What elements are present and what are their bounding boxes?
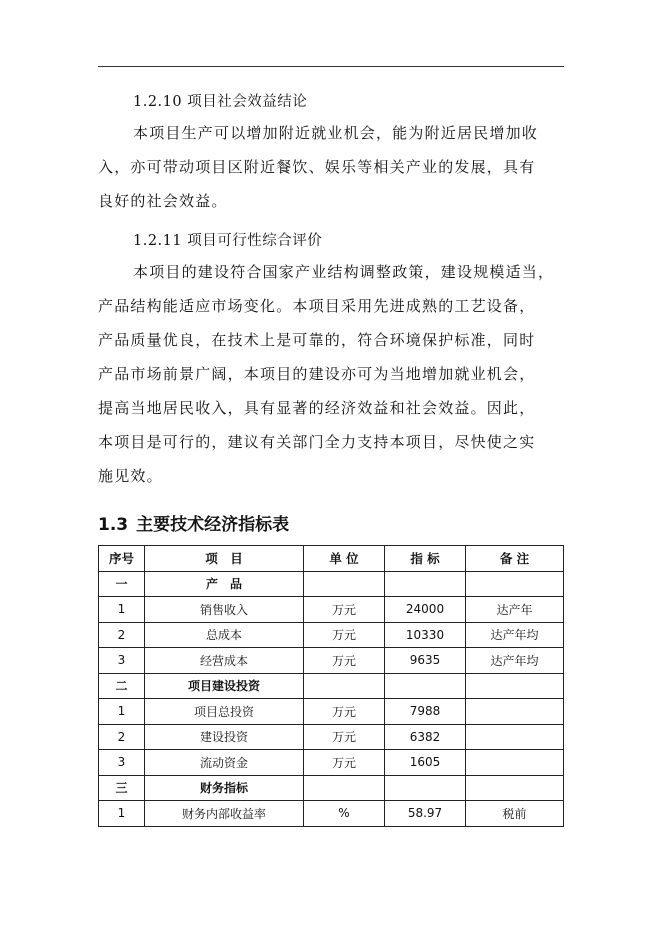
cell-unit	[304, 775, 385, 801]
paragraph-social-benefit	[98, 116, 568, 218]
cell-remark	[466, 571, 564, 597]
cell-remark: 税前	[466, 801, 564, 827]
header-rule	[98, 66, 564, 67]
table-row	[99, 750, 564, 776]
cell-index: 1	[99, 699, 145, 725]
cell-index: 1	[99, 801, 145, 827]
cell-item: 财务内部收益率	[145, 801, 304, 827]
table-row	[99, 622, 564, 648]
cell-item: 总成本	[145, 622, 304, 648]
cell-value	[385, 775, 466, 801]
table-row	[99, 724, 564, 750]
economic-indicator-table	[98, 545, 564, 827]
cell-index: 3	[99, 648, 145, 674]
paragraph-line: 良好的社会效益。	[98, 192, 228, 210]
cell-index: 二	[99, 673, 145, 699]
cell-unit: 万元	[304, 699, 385, 725]
table-section-title	[98, 510, 289, 535]
table-header-row	[99, 546, 564, 572]
paragraph-line: 产品市场前景广阔，本项目的建设亦可为当地增加就业机会，	[98, 365, 536, 383]
paragraph-line: 入，亦可带动项目区附近餐饮、娱乐等相关产业的发展，具有	[98, 158, 536, 176]
cell-item: 项目建设投资	[145, 673, 304, 699]
header-index: 序号	[99, 546, 145, 572]
cell-value: 7988	[385, 699, 466, 725]
section-title: 主要技术经济指标表	[136, 515, 290, 535]
header-value: 指 标	[385, 546, 466, 572]
cell-value	[385, 571, 466, 597]
cell-unit: 万元	[304, 648, 385, 674]
paragraph-line: 本项目生产可以增加附近就业机会，能为附近居民增加收	[133, 124, 539, 142]
table-row	[99, 775, 564, 801]
cell-unit: 万元	[304, 622, 385, 648]
cell-item: 产 品	[145, 571, 304, 597]
cell-index: 2	[99, 724, 145, 750]
cell-unit	[304, 673, 385, 699]
cell-remark	[466, 775, 564, 801]
header-unit: 单 位	[304, 546, 385, 572]
table-row	[99, 648, 564, 674]
cell-item: 建设投资	[145, 724, 304, 750]
cell-item: 经营成本	[145, 648, 304, 674]
table-row	[99, 597, 564, 623]
cell-unit: 万元	[304, 597, 385, 623]
paragraph-feasibility	[98, 255, 568, 493]
table-row	[99, 571, 564, 597]
section-heading-1-2-11: 1.2.11 项目可行性综合评价	[133, 233, 323, 249]
cell-index: 一	[99, 571, 145, 597]
table-row	[99, 699, 564, 725]
cell-index: 三	[99, 775, 145, 801]
paragraph-line: 产品结构能适应市场变化。本项目采用先进成熟的工艺设备，	[98, 297, 536, 315]
cell-index: 3	[99, 750, 145, 776]
cell-remark	[466, 750, 564, 776]
cell-value: 1605	[385, 750, 466, 776]
cell-value: 9635	[385, 648, 466, 674]
cell-value: 58.97	[385, 801, 466, 827]
cell-index: 2	[99, 622, 145, 648]
table-row	[99, 801, 564, 827]
cell-value: 6382	[385, 724, 466, 750]
section-heading-1-2-10: 1.2.10 项目社会效益结论	[133, 94, 308, 110]
cell-item: 财务指标	[145, 775, 304, 801]
paragraph-line: 提高当地居民收入，具有显著的经济效益和社会效益。因此，	[98, 399, 536, 417]
paragraph-line: 本项目是可行的，建议有关部门全力支持本项目，尽快使之实	[98, 433, 536, 451]
paragraph-line: 施见效。	[98, 467, 163, 485]
cell-item: 项目总投资	[145, 699, 304, 725]
cell-item: 销售收入	[145, 597, 304, 623]
cell-remark	[466, 673, 564, 699]
cell-value	[385, 673, 466, 699]
header-remark: 备 注	[466, 546, 564, 572]
cell-unit: 万元	[304, 750, 385, 776]
cell-unit	[304, 571, 385, 597]
paragraph-line: 本项目的建设符合国家产业结构调整政策，建设规模适当，	[133, 263, 555, 281]
cell-unit: 万元	[304, 724, 385, 750]
table-row	[99, 673, 564, 699]
cell-remark: 达产年均	[466, 622, 564, 648]
cell-remark: 达产年	[466, 597, 564, 623]
paragraph-line: 产品质量优良，在技术上是可靠的，符合环境保护标准，同时	[98, 331, 536, 349]
cell-value: 10330	[385, 622, 466, 648]
cell-remark	[466, 724, 564, 750]
cell-value: 24000	[385, 597, 466, 623]
cell-item: 流动资金	[145, 750, 304, 776]
cell-remark: 达产年均	[466, 648, 564, 674]
cell-unit: %	[304, 801, 385, 827]
cell-index: 1	[99, 597, 145, 623]
header-item: 项 目	[145, 546, 304, 572]
section-number: 1.3	[98, 515, 129, 535]
cell-remark	[466, 699, 564, 725]
